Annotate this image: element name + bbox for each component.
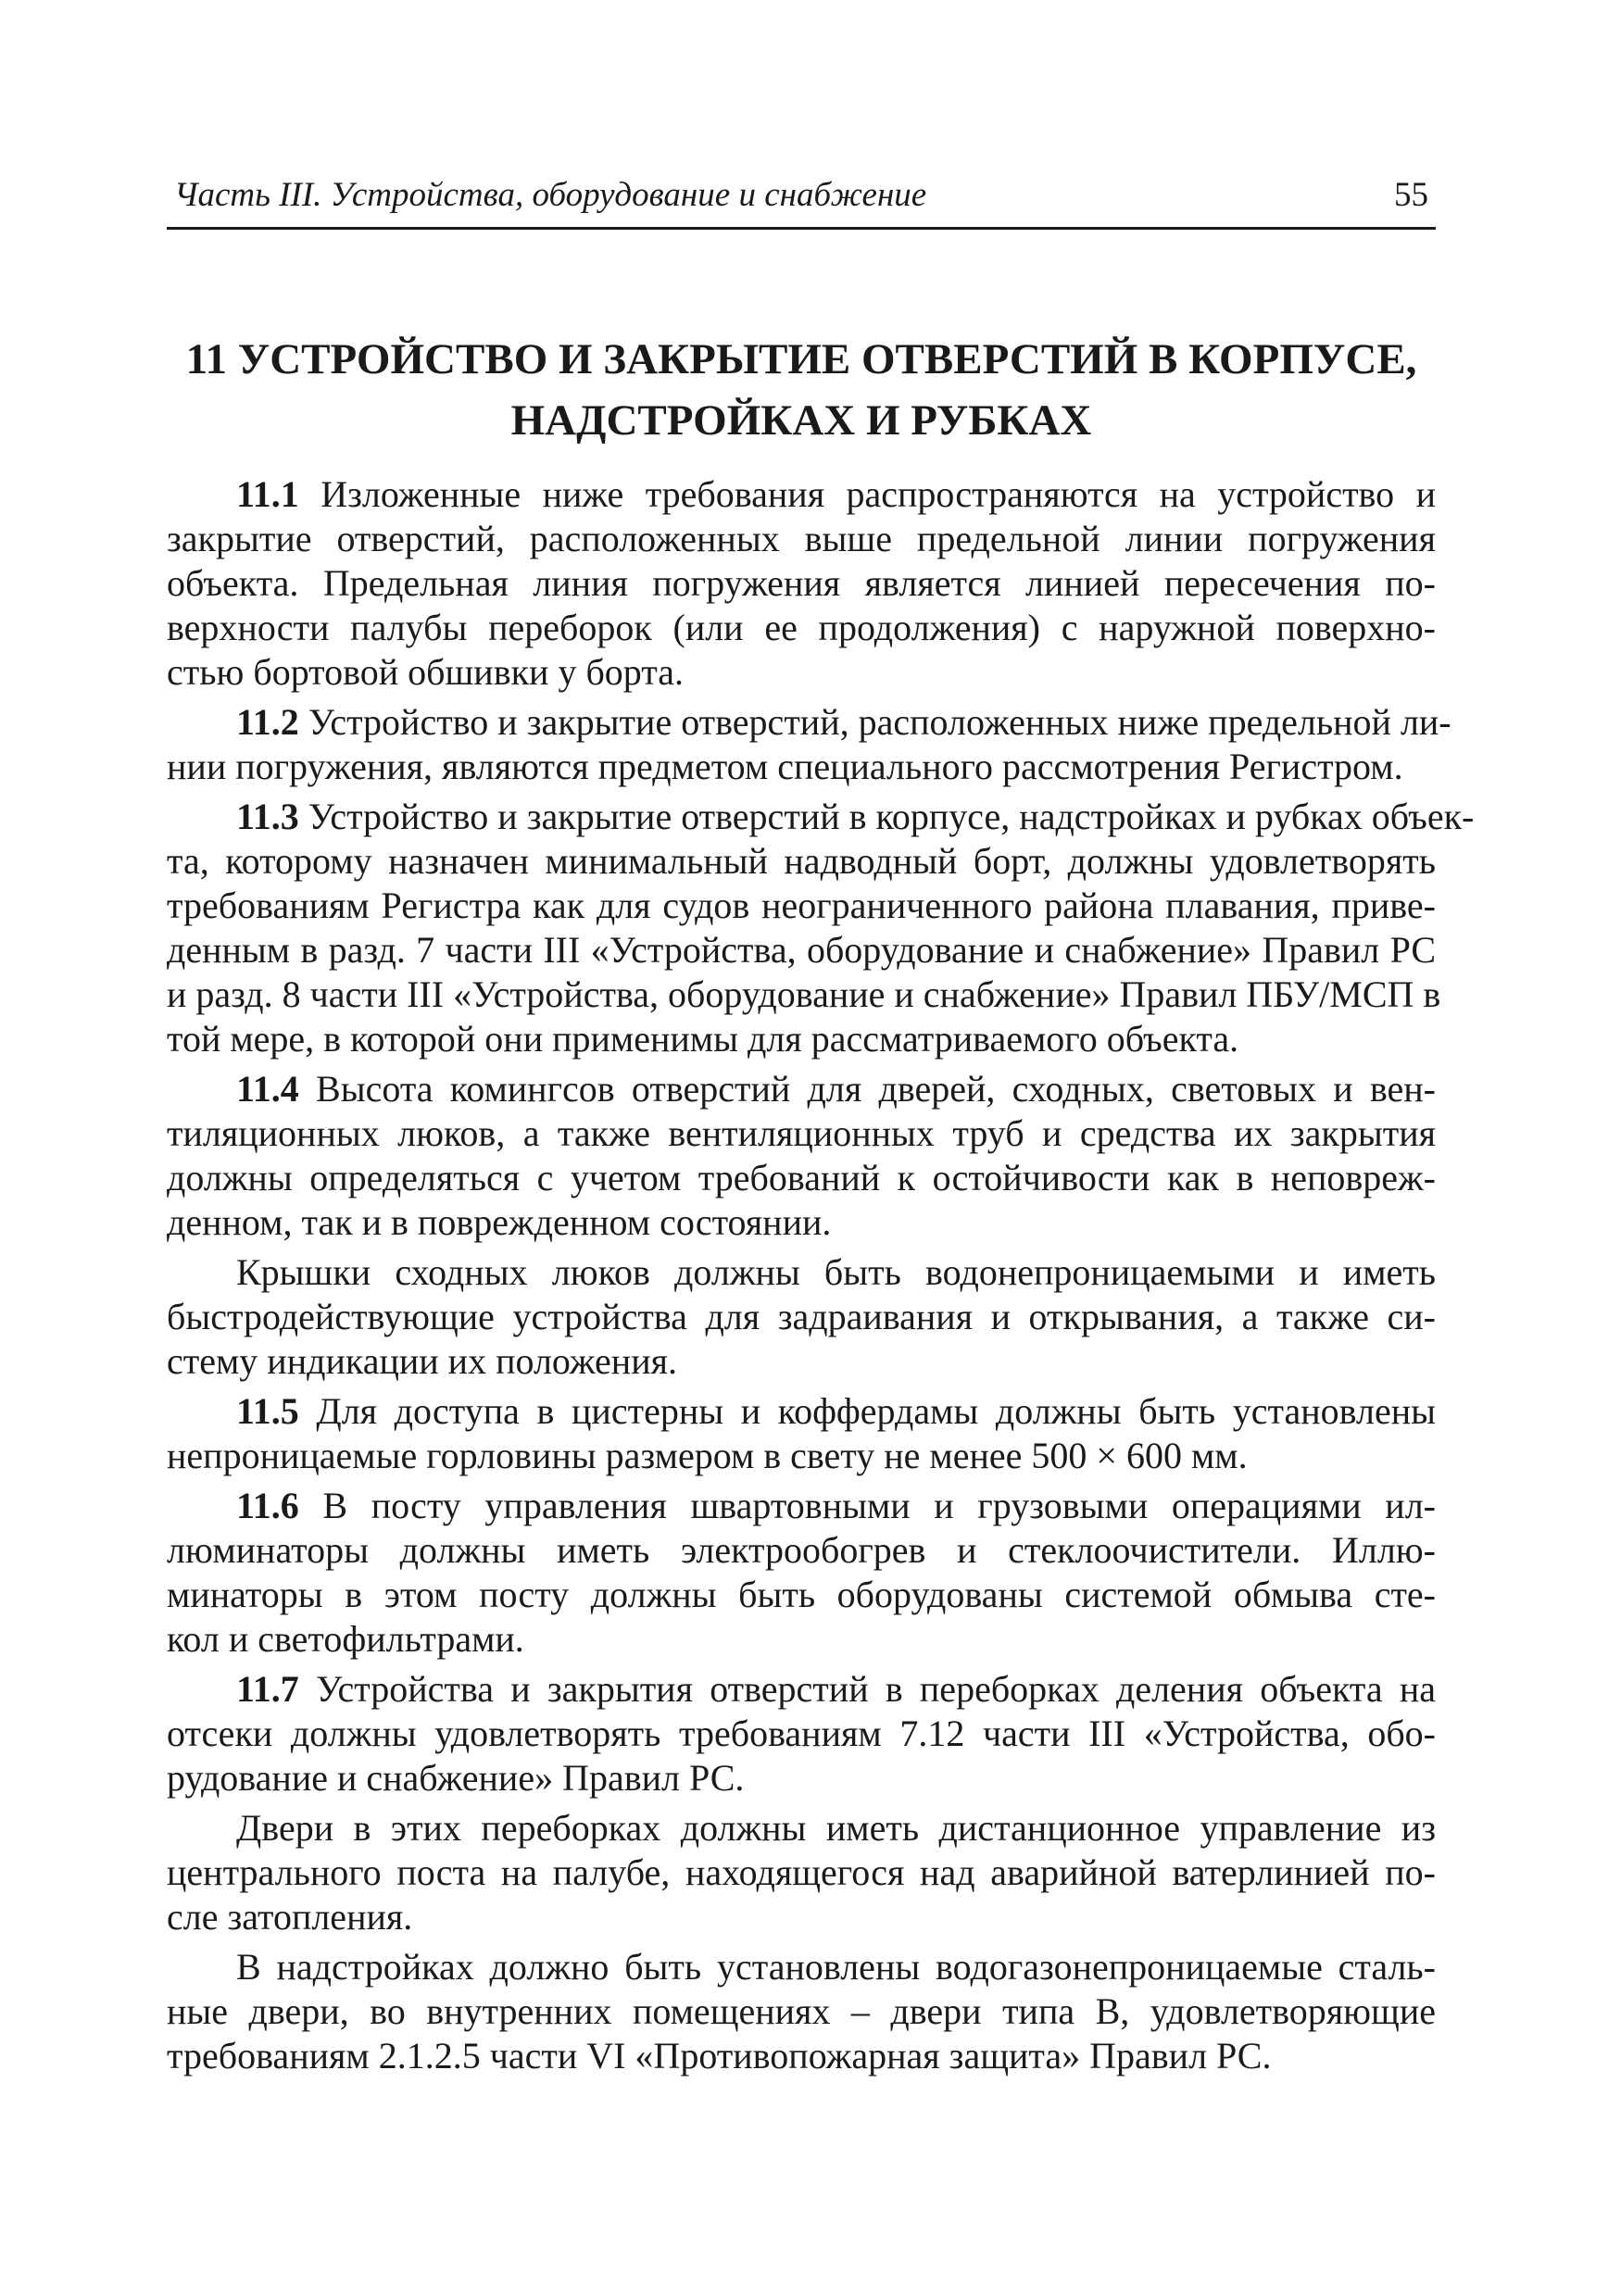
line-text: объекта. Предельная линия погружения является линией пересечения по- [167, 562, 1436, 604]
text-line [167, 1067, 1436, 1111]
text-line [167, 1156, 1436, 1200]
line-text: и разд. 8 части III «Устройства, оборудование и снабжение» Правил ПБУ/МСП в [167, 973, 1441, 1015]
clause-number: 11.5 [236, 1390, 299, 1432]
page-number: 55 [1394, 176, 1428, 214]
line-text: денным в разд. 7 части III «Устройства, оборудование и снабжение» Правил РС [167, 929, 1436, 971]
text-line [167, 1756, 1436, 1800]
clause-number: 11.2 [236, 701, 299, 743]
paragraph [167, 1806, 1436, 1939]
text-line [167, 1389, 1436, 1434]
text-line [167, 1573, 1436, 1617]
line-text: Устройства и закрытия отверстий в переборках деления объекта на [316, 1668, 1436, 1710]
clause-number: 11.4 [236, 1068, 299, 1110]
text-line [167, 561, 1436, 606]
text-line [167, 1895, 1436, 1939]
text-line [167, 1434, 1436, 1478]
text-line [167, 972, 1441, 1017]
line-text: центрального поста на палубе, находящегося над аварийной ватерлинией по- [167, 1851, 1436, 1893]
text-line [167, 1339, 1436, 1384]
line-text: требованиям 2.1.2.5 части VI «Противопожарная защита» Правил РС. [167, 2035, 1272, 2076]
line-text: верхности палубы переборок (или ее продолжения) с наружной поверхно- [167, 607, 1436, 648]
text-line [167, 1851, 1436, 1895]
line-text: той мере, в которой они применимы для рассматриваемого объекта. [167, 1018, 1239, 1060]
line-text: Для доступа в цистерны и коффердамы должны быть установлены [316, 1390, 1437, 1432]
section-title-line: НАДСТРОЙКАХ И РУБКАХ [510, 396, 1092, 445]
clause-11-5 [167, 1389, 1436, 1478]
text-line [167, 1989, 1436, 2034]
clause-11-4 [167, 1067, 1436, 1245]
text-line [167, 1295, 1436, 1339]
text-line [167, 795, 1475, 839]
clause-11-1 [167, 472, 1436, 695]
line-text: Устройство и закрытие отверстий, расположенных ниже предельной ли- [308, 701, 1451, 743]
line-text: минаторы в этом посту должны быть оборудованы системой обмыва сте- [167, 1574, 1436, 1615]
text-line [167, 928, 1436, 972]
body-text [167, 472, 1475, 2078]
clause-number: 11.7 [236, 1668, 299, 1710]
text-line [167, 1111, 1436, 1156]
text-line [167, 839, 1436, 884]
text-line [167, 1712, 1436, 1756]
clause-11-2 [167, 700, 1451, 789]
text-line [167, 1250, 1436, 1295]
line-text: сле затопления. [167, 1896, 413, 1938]
line-text: Двери в этих переборках должны иметь дистанционное управление из [236, 1807, 1436, 1849]
line-text: денном, так и в поврежденном состоянии. [167, 1201, 832, 1243]
line-text: люминаторы должны иметь электрообогрев и стеклоочистители. Иллю- [167, 1529, 1436, 1571]
line-text: стему индикации их положения. [167, 1340, 677, 1382]
line-text: отсеки должны удовлетворять требованиям 7.12 части III «Устройства, обо- [167, 1713, 1436, 1754]
line-text: кол и светофильтрами. [167, 1618, 524, 1660]
clause-11-3 [167, 795, 1475, 1061]
clause-11-7 [167, 1667, 1436, 1800]
line-text: требованиям Регистра как для судов неограниченного района плавания, приве- [167, 885, 1436, 926]
paragraph [167, 1945, 1436, 2078]
text-line [167, 2034, 1436, 2078]
line-text: В надстройках должно быть установлены водогазонепроницаемые сталь- [236, 1946, 1436, 1988]
text-line [167, 650, 1436, 695]
line-text: должны определяться с учетом требований к остойчивости как в неповреж- [167, 1157, 1436, 1198]
line-text: стью бортовой обшивки у борта. [167, 651, 684, 693]
line-text: быстродействующие устройства для задраивания и открывания, а также си- [167, 1296, 1436, 1337]
line-text: Устройство и закрытие отверстий в корпусе, надстройках и рубках объек- [308, 796, 1475, 837]
text-line [167, 884, 1436, 928]
text-line [167, 1617, 1436, 1662]
clause-number: 11.3 [236, 796, 299, 837]
line-text: рудование и снабжение» Правил РС. [167, 1757, 745, 1799]
line-text: закрытие отверстий, расположенных выше предельной линии погружения [167, 518, 1436, 559]
text-line [167, 1200, 1436, 1245]
line-text: Высота комингсов отверстий для дверей, сходных, световых и вен- [316, 1068, 1436, 1110]
text-line [167, 517, 1436, 561]
text-line [167, 700, 1451, 745]
line-text: нии погружения, являются предметом специального рассмотрения Регистром. [167, 746, 1403, 787]
line-text: ные двери, во внутренних помещениях – двери типа B, удовлетворяющие [167, 1990, 1436, 2032]
clause-11-6 [167, 1484, 1436, 1662]
text-line [167, 1017, 1436, 1061]
text-line [167, 1667, 1436, 1712]
text-line [167, 472, 1436, 517]
running-header [167, 171, 1436, 230]
running-title: Часть III. Устройства, оборудование и снабжение [174, 176, 927, 214]
clause-number: 11.1 [236, 473, 299, 515]
text-line [167, 1945, 1436, 1989]
section-title-line: 11 УСТРОЙСТВО И ЗАКРЫТИЕ ОТВЕРСТИЙ В КОРПУСЕ, [185, 335, 1417, 383]
line-text: непроницаемые горловины размером в свету не менее 500 × 600 мм. [167, 1435, 1248, 1476]
text-line [167, 745, 1436, 789]
line-text: Крышки сходных люков должны быть водонепроницаемыми и иметь [236, 1251, 1436, 1293]
line-text: Изложенные ниже требования распространяются на устройство и [320, 473, 1436, 515]
line-text: В посту управления швартовными и грузовыми операциями ил- [322, 1485, 1436, 1526]
text-line [167, 1806, 1436, 1851]
paragraph [167, 1250, 1436, 1384]
clause-number: 11.6 [236, 1485, 299, 1526]
text-line [167, 606, 1436, 650]
text-line [167, 1528, 1436, 1573]
line-text: та, которому назначен минимальный надводный борт, должны удовлетворять [167, 840, 1436, 882]
text-line [167, 1484, 1436, 1528]
line-text: тиляционных люков, а также вентиляционных труб и средства их закрытия [167, 1112, 1436, 1154]
section-title [167, 329, 1436, 451]
